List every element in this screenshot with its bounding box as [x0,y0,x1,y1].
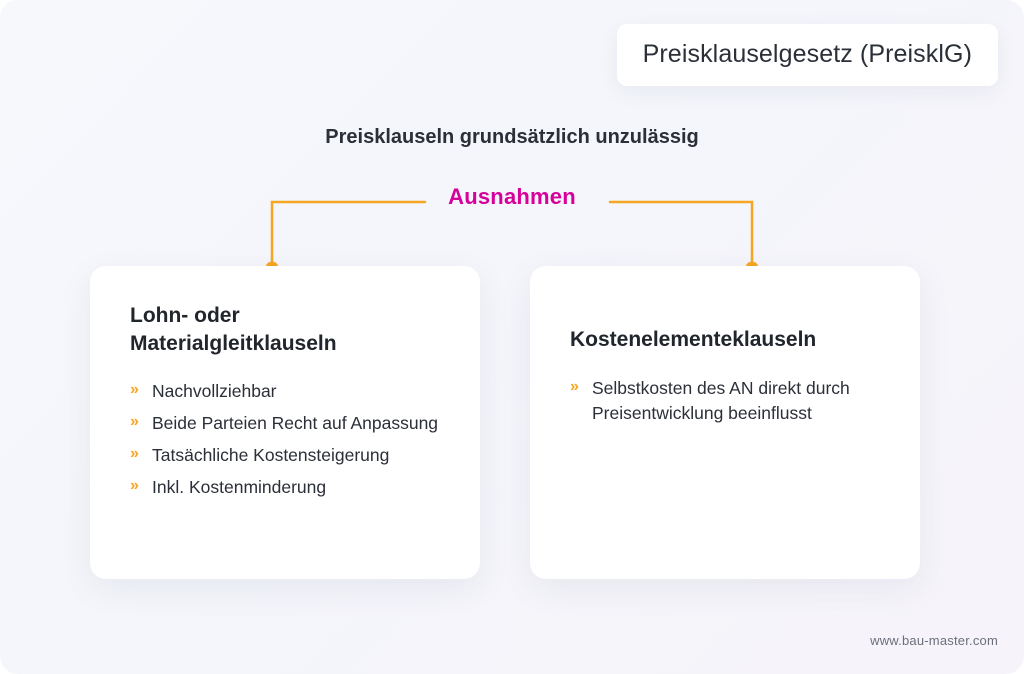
list-item [130,411,446,436]
card-kostenelementeklauseln [530,266,920,579]
list-item-label: Nachvollziehbar [152,381,277,402]
list-item-label: Tatsächliche Kostensteigerung [152,445,390,466]
chevron-double-right-icon: » [570,377,579,395]
card-bullet-list [130,379,446,499]
subtitle-text: Preisklauseln grundsätzlich unzulässig [325,126,699,148]
list-item [570,376,886,426]
card-lohn-materialgleitklauseln [90,266,480,579]
list-item-label: Selbstkosten des AN direkt durch Preisentwicklung beeinflusst [592,377,850,423]
card-title: Lohn- oder Materialgleitklauseln [130,304,337,355]
card-content [90,266,480,500]
footer-website-url: www.bau-master.com [870,633,998,648]
list-item-label: Inkl. Kostenminderung [152,476,327,497]
card-content [530,266,920,425]
list-item-label: Beide Parteien Recht auf Anpassung [152,413,439,434]
list-item [130,443,446,468]
exceptions-label: Ausnahmen [448,184,576,209]
list-item [130,379,446,404]
card-title: Kostenelementeklauseln [570,328,817,351]
chevron-double-right-icon: » [130,476,139,494]
chevron-double-right-icon: » [130,381,139,399]
page-title: Preisklauselgesetz (PreisklG) [642,40,972,68]
chevron-double-right-icon: » [130,445,139,463]
chevron-double-right-icon: » [130,413,139,431]
title-pill [617,24,998,86]
list-item [130,475,446,500]
card-bullet-list [570,376,886,426]
